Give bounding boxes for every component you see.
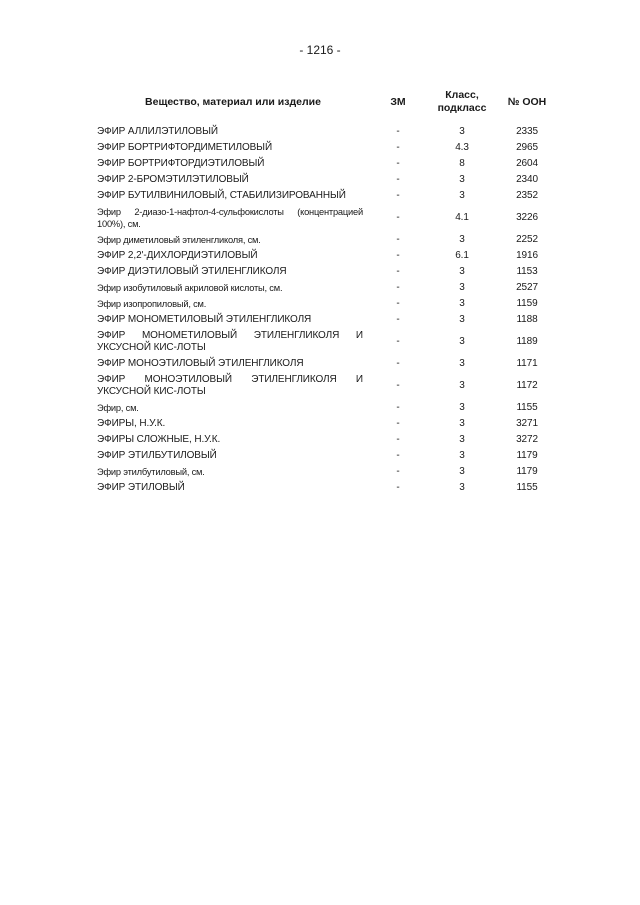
zm-cell: - [396, 336, 400, 347]
class-cell: 3 [459, 466, 465, 477]
header-un-number: № ООН [507, 95, 547, 108]
table-row [95, 416, 555, 432]
table-row [95, 372, 555, 400]
header-class-line1: Класс, [445, 89, 479, 101]
page-number: - 1216 - [299, 43, 341, 57]
table-row [95, 312, 555, 328]
substance-name: ЭФИР МОНОЭТИЛОВЫЙ ЭТИЛЕНГЛИКОЛЯ И УКСУСНОЙ КИС-ЛОТЫ [97, 374, 363, 397]
un-number-cell: 1189 [516, 336, 538, 347]
substance-name: ЭФИРЫ СЛОЖНЫЕ, Н.У.К. [97, 434, 221, 445]
table-header-row [95, 80, 555, 124]
zm-cell: - [396, 380, 400, 391]
header-class [425, 80, 499, 124]
class-cell: 3 [459, 266, 465, 277]
un-number-cell: 1916 [516, 250, 538, 261]
table-row [95, 188, 555, 204]
substance-name: ЭФИР МОНОМЕТИЛОВЫЙ ЭТИЛЕНГЛИКОЛЯ [97, 314, 312, 325]
table-row [95, 400, 555, 416]
class-cell: 3 [459, 434, 465, 445]
substances-table [95, 80, 555, 496]
class-cell: 3 [459, 358, 465, 369]
class-cell: 3 [459, 190, 465, 201]
substance-name: ЭФИР БУТИЛВИНИЛОВЫЙ, СТАБИЛИЗИРОВАННЫЙ [97, 190, 346, 201]
table-row [95, 264, 555, 280]
zm-cell: - [396, 142, 400, 153]
un-number-cell: 1179 [516, 450, 538, 461]
substance-name: Эфир 2-диазо-1-нафтол-4-сульфокислоты (концентрацией 100%), см. [97, 207, 363, 229]
table-row [95, 432, 555, 448]
un-number-cell: 1159 [516, 298, 538, 309]
table-row [95, 448, 555, 464]
table-row [95, 124, 555, 140]
zm-cell: - [396, 358, 400, 369]
class-cell: 4.1 [455, 212, 469, 223]
class-cell: 3 [459, 450, 465, 461]
substance-name: ЭФИР ЭТИЛБУТИЛОВЫЙ [97, 450, 217, 461]
un-number-cell: 2252 [516, 234, 538, 245]
class-cell: 3 [459, 282, 465, 293]
un-number-cell: 2965 [516, 142, 538, 153]
un-number-cell: 3226 [516, 212, 538, 223]
class-cell: 3 [459, 402, 465, 413]
class-cell: 6.1 [455, 250, 469, 261]
substance-name: ЭФИР МОНОМЕТИЛОВЫЙ ЭТИЛЕНГЛИКОЛЯ И УКСУСНОЙ КИС-ЛОТЫ [97, 330, 363, 353]
zm-cell: - [396, 282, 400, 293]
class-cell: 3 [459, 174, 465, 185]
un-number-cell: 2335 [516, 126, 538, 137]
un-number-cell: 3272 [516, 434, 538, 445]
zm-cell: - [396, 190, 400, 201]
class-cell: 3 [459, 314, 465, 325]
class-cell: 4.3 [455, 142, 469, 153]
zm-cell: - [396, 434, 400, 445]
un-number-cell: 1171 [516, 358, 538, 369]
substance-name: Эфир, см. [97, 403, 139, 413]
header-class-line2: подкласс [437, 102, 487, 114]
substance-name: Эфир этилбутиловый, см. [97, 467, 205, 477]
substance-name: ЭФИР ЭТИЛОВЫЙ [97, 482, 185, 493]
substance-name: ЭФИР 2-БРОМЭТИЛЭТИЛОВЫЙ [97, 174, 249, 185]
substances-table-container [95, 80, 555, 496]
zm-cell: - [396, 450, 400, 461]
table-row [95, 356, 555, 372]
substance-name: ЭФИР МОНОЭТИЛОВЫЙ ЭТИЛЕНГЛИКОЛЯ [97, 358, 304, 369]
class-cell: 3 [459, 126, 465, 137]
substance-name: ЭФИР АЛЛИЛЭТИЛОВЫЙ [97, 126, 218, 137]
zm-cell: - [396, 212, 400, 223]
un-number-cell: 2340 [516, 174, 538, 185]
zm-cell: - [396, 174, 400, 185]
zm-cell: - [396, 266, 400, 277]
un-number-cell: 1188 [516, 314, 538, 325]
substance-name: Эфир изопропиловый, см. [97, 299, 207, 309]
zm-cell: - [396, 402, 400, 413]
header-zm: ЗМ [390, 95, 406, 108]
class-cell: 3 [459, 482, 465, 493]
table-row [95, 232, 555, 248]
zm-cell: - [396, 250, 400, 261]
zm-cell: - [396, 158, 400, 169]
substance-name: ЭФИРЫ, Н.У.К. [97, 418, 166, 429]
table-body [95, 124, 555, 496]
class-cell: 3 [459, 418, 465, 429]
substance-name: Эфир диметиловый этиленгликоля, см. [97, 235, 261, 245]
zm-cell: - [396, 314, 400, 325]
table-row [95, 204, 555, 232]
substance-name: ЭФИР ДИЭТИЛОВЫЙ ЭТИЛЕНГЛИКОЛЯ [97, 266, 287, 277]
un-number-cell: 2527 [516, 282, 538, 293]
un-number-cell: 3271 [516, 418, 538, 429]
header-substance: Вещество, материал или изделие [145, 95, 321, 108]
zm-cell: - [396, 298, 400, 309]
class-cell: 3 [459, 298, 465, 309]
un-number-cell: 1179 [516, 466, 538, 477]
table-row [95, 156, 555, 172]
zm-cell: - [396, 234, 400, 245]
table-row [95, 248, 555, 264]
class-cell: 3 [459, 380, 465, 391]
un-number-cell: 1155 [516, 482, 538, 493]
table-row [95, 328, 555, 356]
class-cell: 8 [459, 158, 465, 169]
un-number-cell: 1153 [516, 266, 538, 277]
un-number-cell: 1172 [516, 380, 538, 391]
un-number-cell: 2352 [516, 190, 538, 201]
zm-cell: - [396, 418, 400, 429]
substance-name: ЭФИР 2,2'-ДИХЛОРДИЭТИЛОВЫЙ [97, 250, 258, 261]
table-row [95, 480, 555, 496]
un-number-cell: 2604 [516, 158, 538, 169]
class-cell: 3 [459, 336, 465, 347]
table-row [95, 464, 555, 480]
substance-name: ЭФИР БОРТРИФТОРДИМЕТИЛОВЫЙ [97, 142, 273, 153]
class-cell: 3 [459, 234, 465, 245]
table-row [95, 140, 555, 156]
un-number-cell: 1155 [516, 402, 538, 413]
zm-cell: - [396, 126, 400, 137]
table-row [95, 172, 555, 188]
table-row [95, 296, 555, 312]
zm-cell: - [396, 466, 400, 477]
table-row [95, 280, 555, 296]
substance-name: ЭФИР БОРТРИФТОРДИЭТИЛОВЫЙ [97, 158, 265, 169]
zm-cell: - [396, 482, 400, 493]
substance-name: Эфир изобутиловый акриловой кислоты, см. [97, 283, 283, 293]
